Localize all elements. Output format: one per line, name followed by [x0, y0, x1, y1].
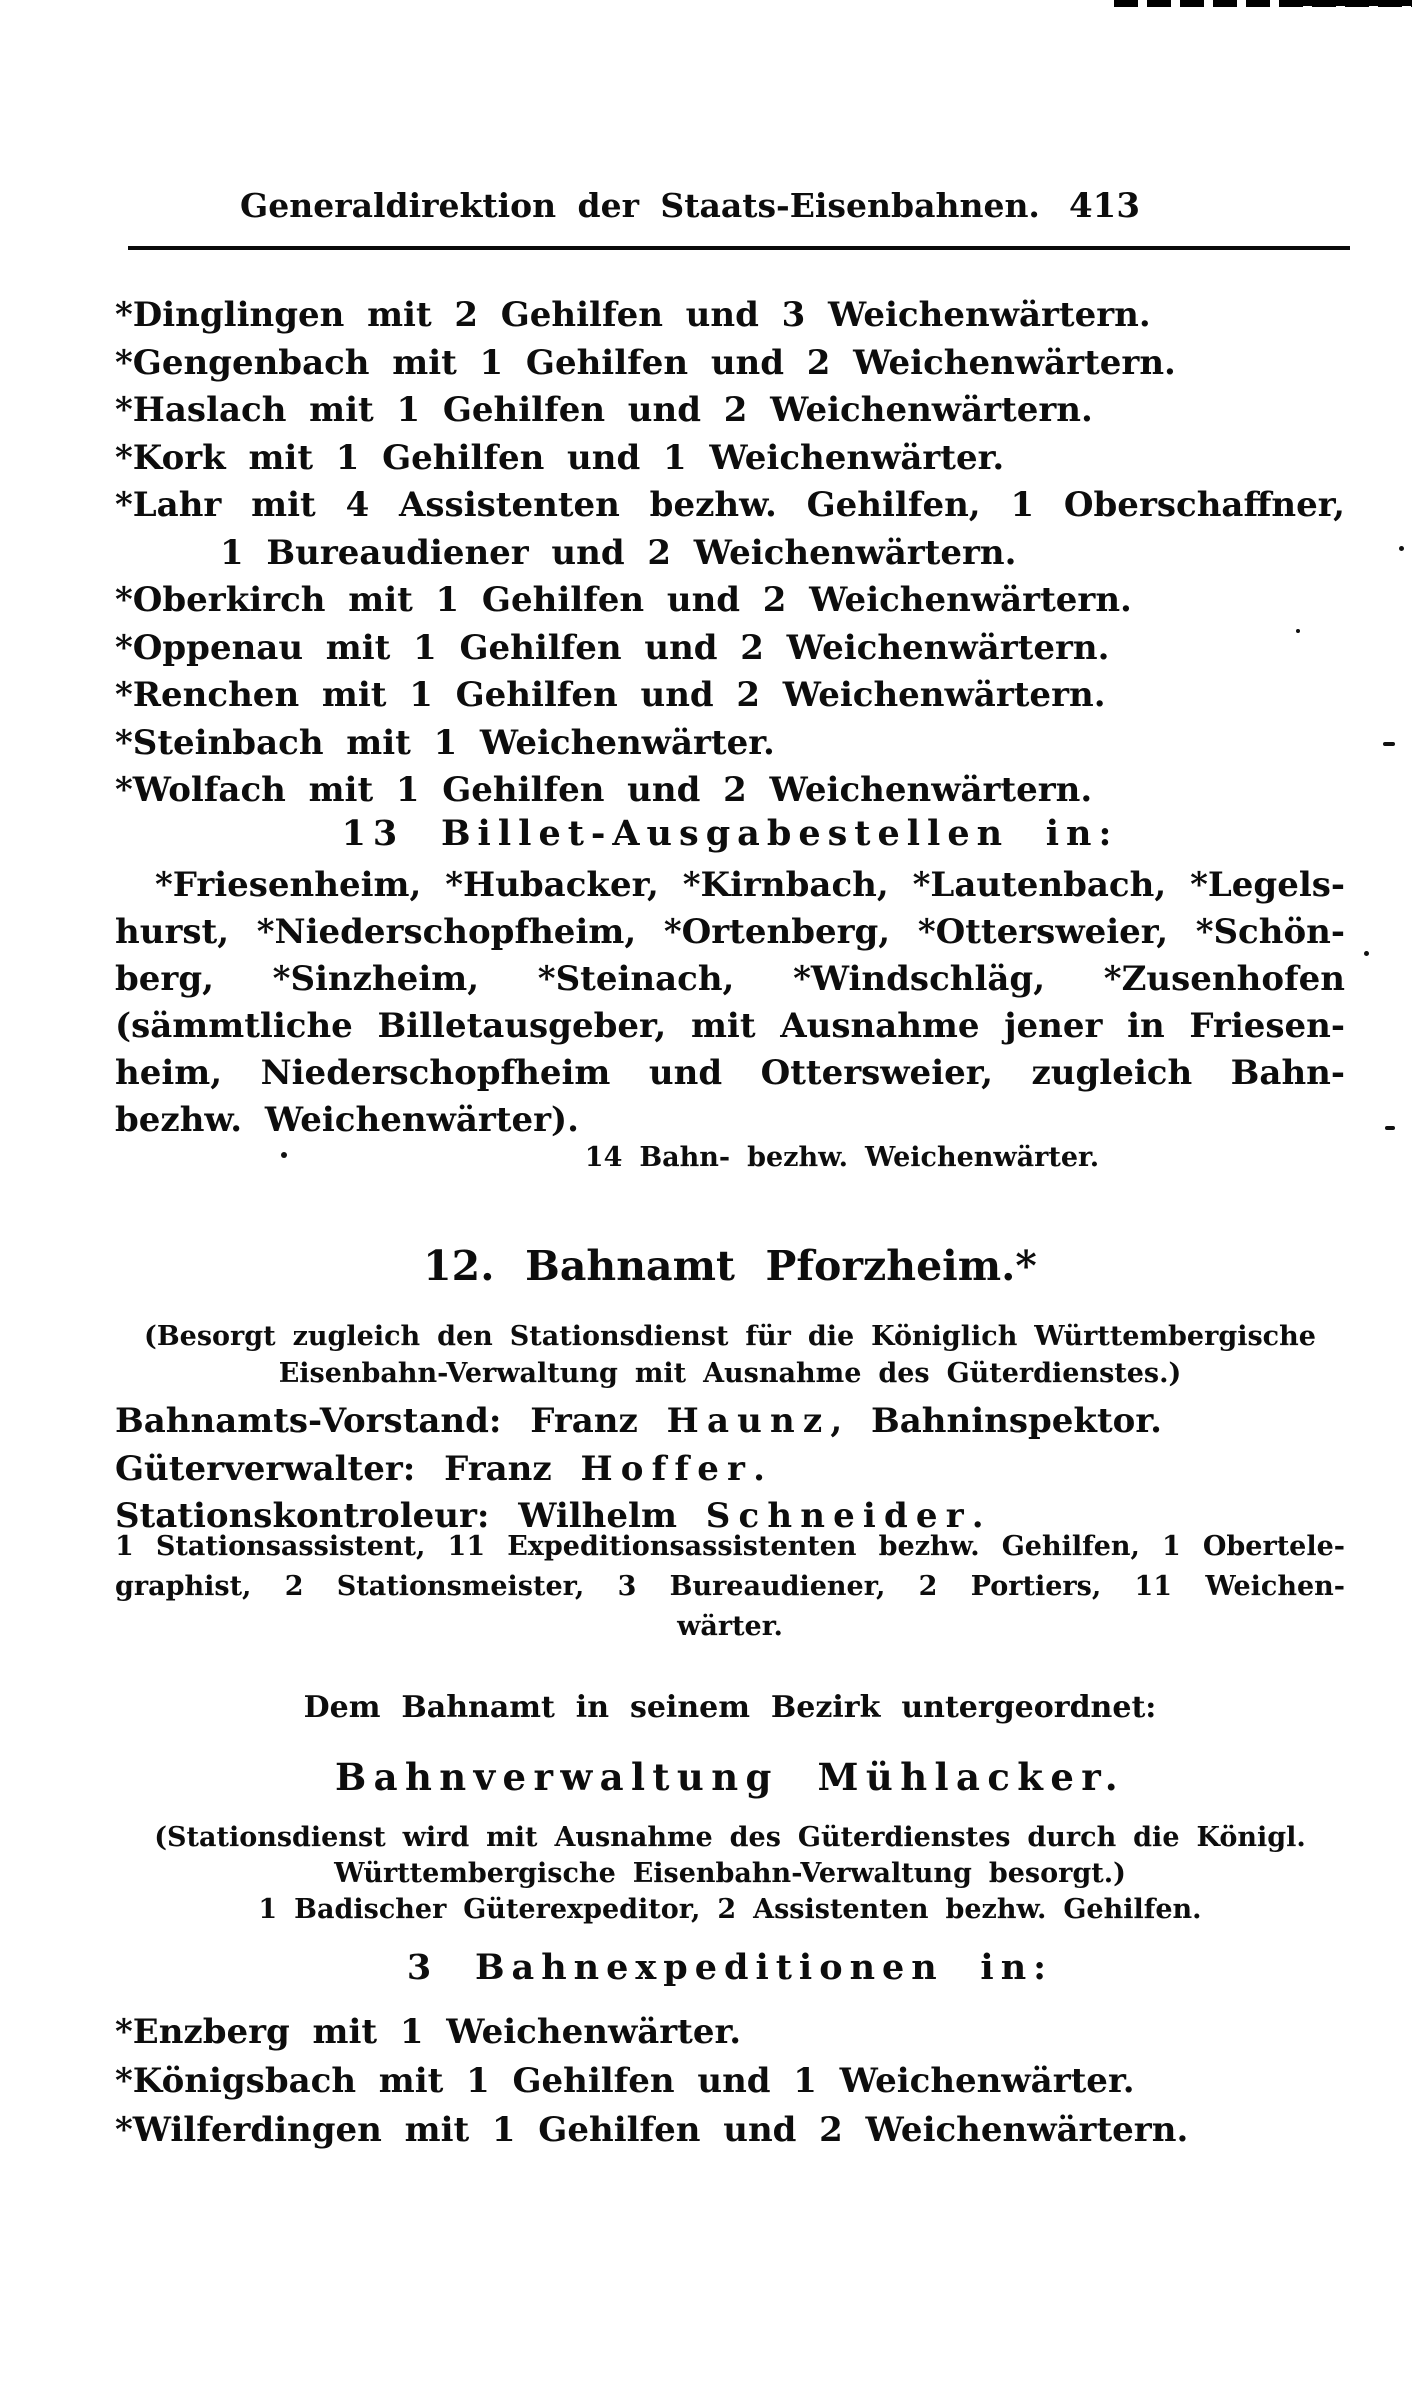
scan-artifact-top-dashes [1114, 0, 1412, 7]
official-title: . [753, 1448, 765, 1489]
billet-heading [115, 810, 1345, 858]
station-line: *Oppenau mit 1 Gehilfen und 2 Weichenwärtern. [115, 627, 1110, 668]
station-list-bahnamt-lahr [115, 292, 1345, 815]
subsection-heading [115, 1754, 1345, 1802]
scan-speck [1385, 1126, 1395, 1130]
billet-heading-text: 13 Billet-Ausgabestellen in: [341, 813, 1119, 854]
subsection-heading-text: Bahnverwaltung Mühlacker. [334, 1755, 1126, 1799]
official-surname: Hoffer [580, 1448, 754, 1489]
official-title: . [971, 1496, 984, 1536]
official-line [115, 1398, 1345, 1446]
station-line: *Oberkirch mit 1 Gehilfen und 2 Weichenwärtern. [115, 580, 1132, 620]
station-line: *Kork mit 1 Gehilfen und 1 Weichenwärter. [115, 437, 1005, 478]
running-header [115, 186, 1345, 225]
running-header-title: Generaldirektion der Staats-Eisenbahnen. [240, 186, 1040, 225]
section-heading-text: 12. Bahnamt Pforzheim.* [423, 1242, 1037, 1290]
officials-list [115, 1398, 1345, 1541]
section-note [115, 1318, 1345, 1392]
paragraph-line: hurst, *Niederschopfheim, *Ortenberg, *Ottersweier, *Schön- [115, 912, 1345, 952]
station-line: *Wolfach mit 1 Gehilfen und 2 Weichenwärtern. [115, 770, 1093, 810]
official-surname: Schneider [705, 1496, 972, 1536]
paragraph-line: (sämmtliche Billetausgeber, mit Ausnahme jener in Friesen- [115, 1006, 1345, 1046]
expeditions-heading [115, 1944, 1345, 1992]
station-line: *Gengenbach mit 1 Gehilfen und 2 Weichenwärtern. [115, 342, 1176, 383]
totals-line-block [115, 1138, 1345, 1178]
staff-line: 1 Stationsassistent, 11 Expeditionsassistenten bezhw. Gehilfen, 1 Obertele- [115, 1531, 1345, 1562]
note-line: Eisenbahn-Verwaltung mit Ausnahme des Güterdienstes.) [278, 1358, 1182, 1389]
note-line: (Stationsdienst wird mit Ausnahme des Güterdienstes durch die Königl. [154, 1822, 1306, 1853]
official-role: Bahnamts-Vorstand: Franz [115, 1401, 667, 1441]
page-number: 413 [1069, 186, 1140, 226]
official-title: , Bahninspektor. [830, 1401, 1162, 1441]
totals-line: 14 Bahn- bezhw. Weichenwärter. [584, 1142, 1100, 1173]
station-line: *Königsbach mit 1 Gehilfen und 1 Weichenwärter. [115, 2061, 1135, 2101]
station-line: *Lahr mit 4 Assistenten bezhw. Gehilfen, 1 Oberschaffner, [115, 485, 1345, 525]
station-line-continuation: 1 Bureaudiener und 2 Weichenwärtern. [220, 532, 1017, 573]
paragraph-line: *Friesenheim, *Hubacker, *Kirnbach, *Lautenbach, *Legels- [155, 865, 1345, 905]
note-line: 1 Badischer Güterexpeditor, 2 Assistenten bezhw. Gehilfen. [258, 1894, 1202, 1925]
station-line: *Haslach mit 1 Gehilfen und 2 Weichenwärtern. [115, 390, 1093, 430]
note-line: Württembergische Eisenbahn-Verwaltung besorgt.) [334, 1858, 1126, 1889]
official-role: Güterverwalter: Franz [115, 1448, 581, 1489]
subordinate-heading-text: Dem Bahnamt in seinem Bezirk untergeordnet: [303, 1690, 1157, 1725]
scan-speck [1399, 546, 1404, 551]
official-role: Stationskontroleur: Wilhelm [115, 1496, 706, 1536]
official-line [115, 1446, 1345, 1494]
paragraph-line: berg, *Sinzheim, *Steinach, *Windschläg, *Zusenhofen [115, 959, 1345, 999]
expedition-station-list [115, 2008, 1345, 2155]
staff-line: graphist, 2 Stationsmeister, 3 Bureaudiener, 2 Portiers, 11 Weichen- [115, 1571, 1345, 1602]
station-line: *Enzberg mit 1 Weichenwärter. [115, 2012, 742, 2052]
station-line: *Dinglingen mit 2 Gehilfen und 3 Weichenwärtern. [115, 295, 1151, 335]
staff-summary [115, 1527, 1345, 1647]
section-heading [115, 1243, 1345, 1291]
official-surname: Haunz [666, 1401, 831, 1441]
station-line: *Steinbach mit 1 Weichenwärter. [115, 722, 775, 763]
expeditions-heading-text: 3 Bahnexpeditionen in: [406, 1947, 1054, 1988]
subsection-note [115, 1820, 1345, 1928]
billet-paragraph [115, 862, 1345, 1144]
scan-speck [1383, 742, 1395, 746]
subordinate-heading [115, 1684, 1345, 1732]
station-line: *Renchen mit 1 Gehilfen und 2 Weichenwärtern. [115, 675, 1106, 715]
scan-speck [1364, 951, 1369, 956]
note-line: (Besorgt zugleich den Stationsdienst für die Königlich Württembergische [144, 1321, 1316, 1352]
paragraph-line: bezhw. Weichenwärter). [115, 1100, 579, 1140]
station-line: *Wilferdingen mit 1 Gehilfen und 2 Weichenwärtern. [115, 2110, 1189, 2150]
paragraph-line: heim, Niederschopfheim und Ottersweier, zugleich Bahn- [115, 1053, 1345, 1093]
header-rule [128, 246, 1350, 250]
staff-line: wärter. [677, 1611, 783, 1642]
